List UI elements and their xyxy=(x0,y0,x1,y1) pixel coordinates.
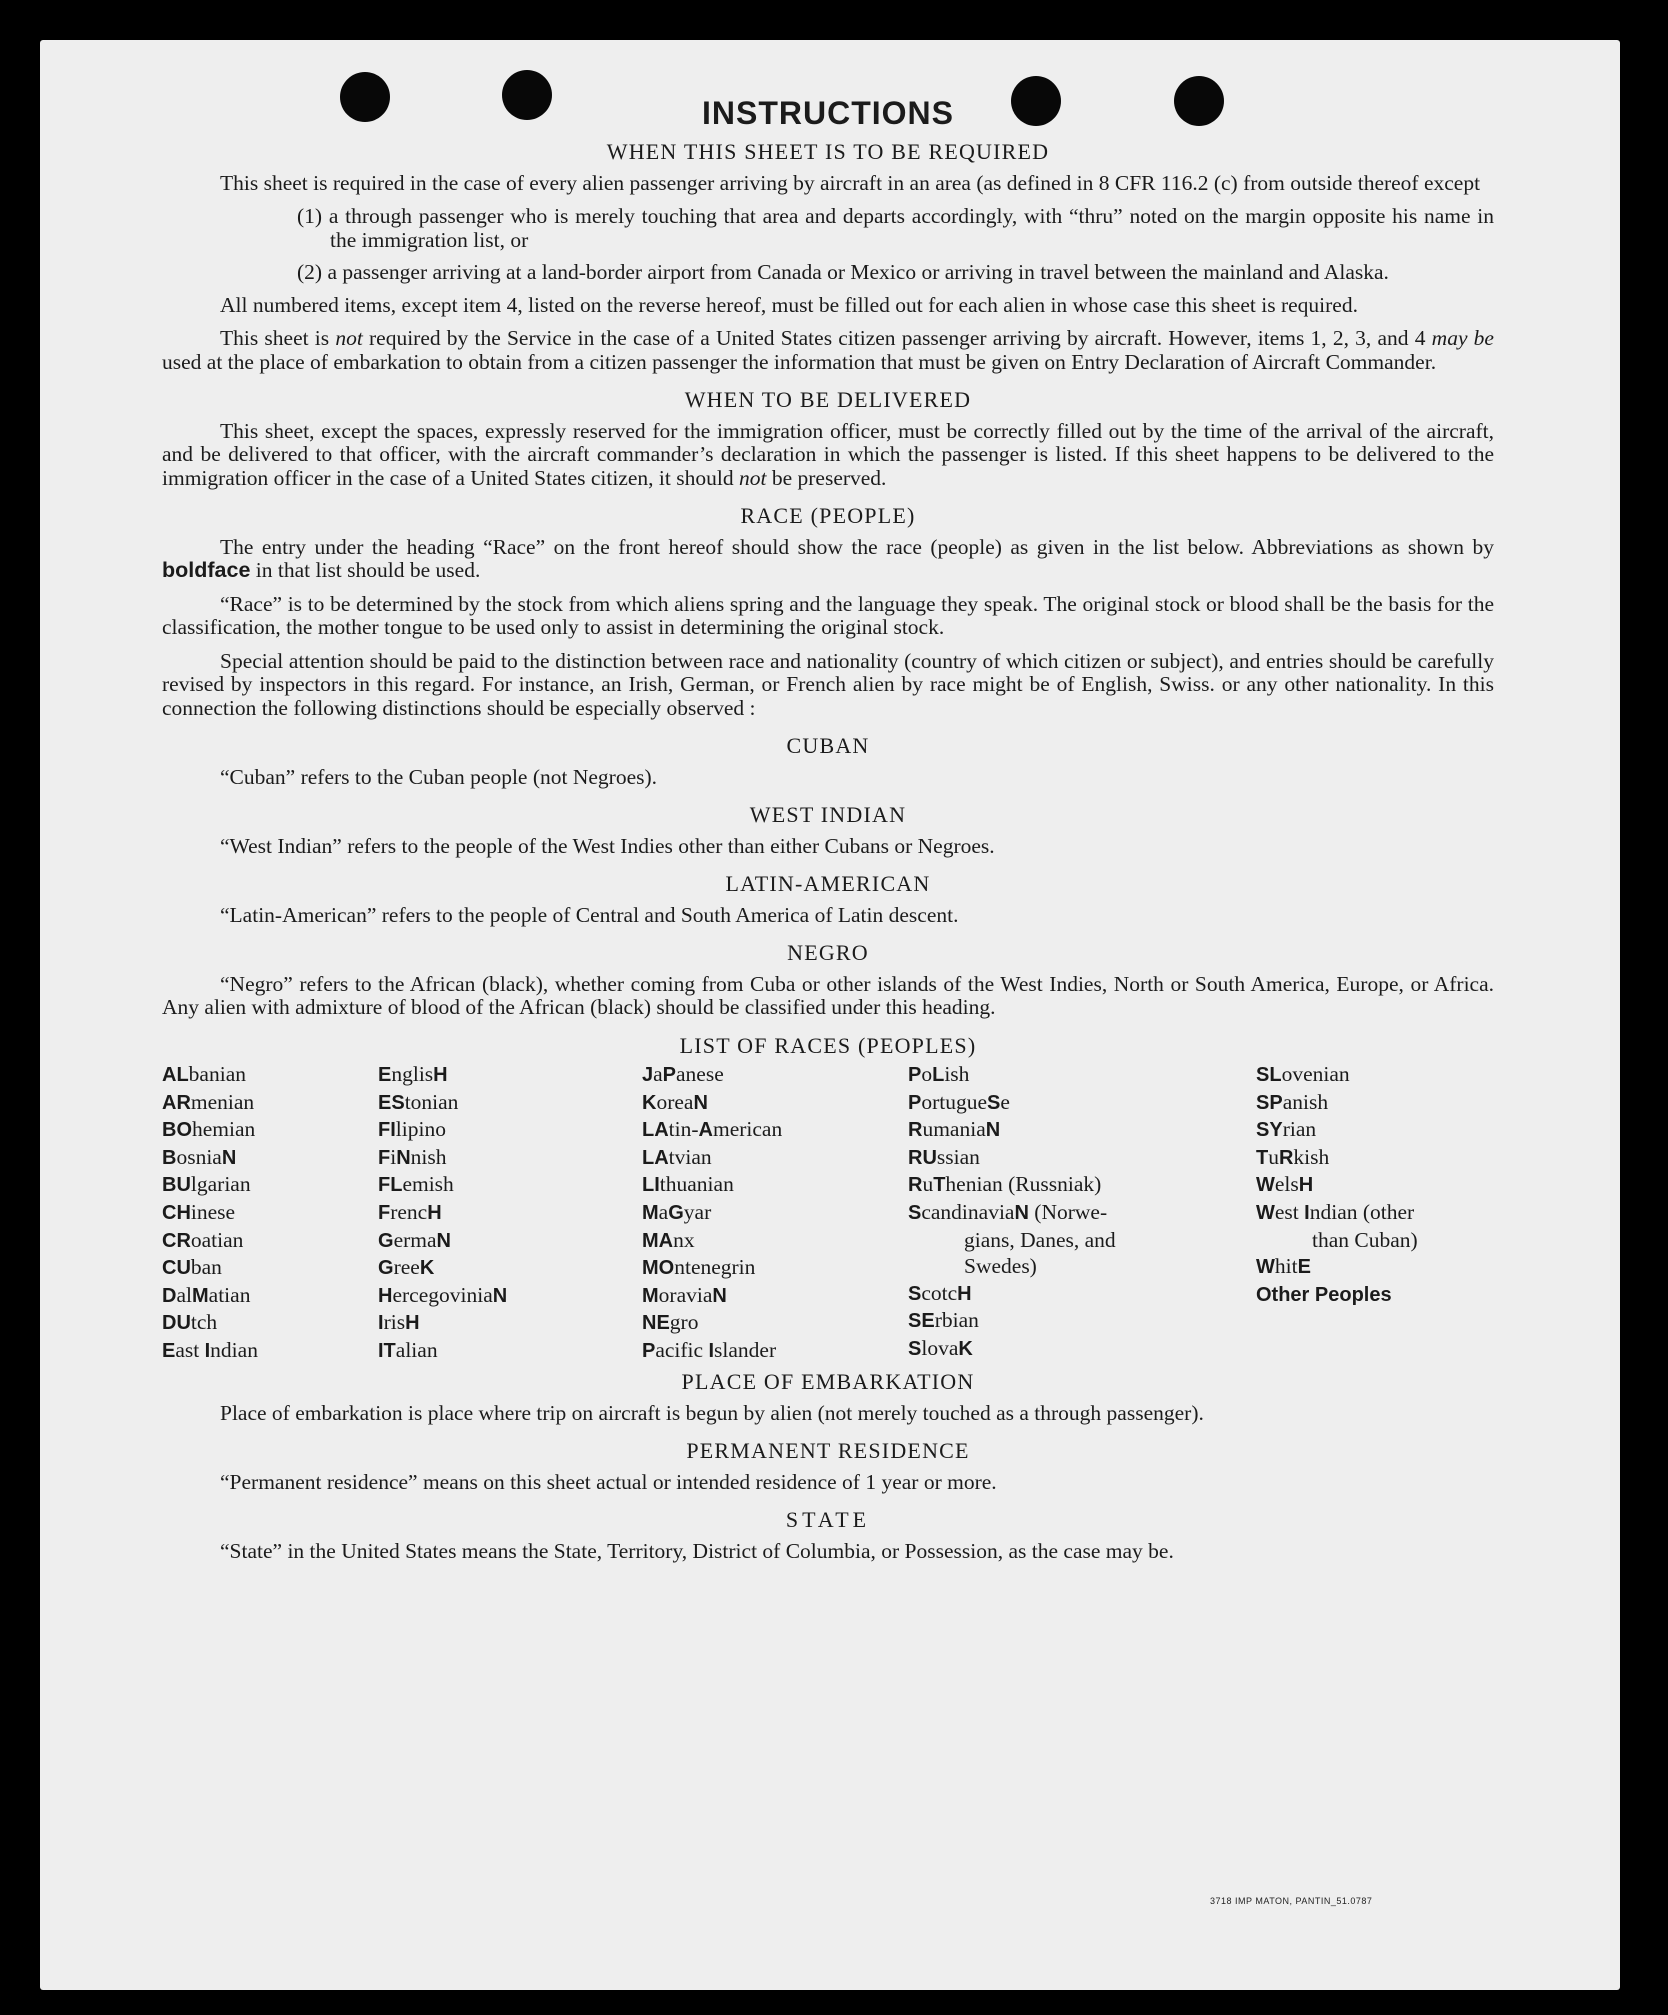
paragraph: This sheet is not required by the Service in the case of a United States citizen passenger arriving by aircraft. However, items 1, 2, 3, and 4 may be used at the place of embarkation to obtain from a citizen passenger the information that must be given on Entry Declaration of Aircraft Commander. xyxy=(162,326,1494,374)
race-entry: DUtch xyxy=(162,1310,218,1335)
race-entry: CRoatian xyxy=(162,1227,244,1252)
race-entry: Other Peoples xyxy=(1256,1283,1392,1306)
race-entry: West Indian (other xyxy=(1256,1199,1415,1224)
race-entry: East Indian xyxy=(162,1337,258,1362)
race-entry: HercegoviniaN xyxy=(378,1282,508,1307)
list-item: (2) a passenger arriving at a land-border airport from Canada or Mexico or arriving in travel between the mainland and Alaska. xyxy=(297,260,1389,284)
section-heading-west-indian: WEST INDIAN xyxy=(749,802,907,827)
race-entry: RUssian xyxy=(908,1144,980,1169)
race-entry: MoraviaN xyxy=(642,1282,727,1307)
section-heading-state: STATE xyxy=(785,1507,871,1532)
race-entry: FrencH xyxy=(378,1199,442,1224)
race-entry: WhitE xyxy=(1256,1254,1311,1279)
paragraph: “Cuban” refers to the Cuban people (not Negroes). xyxy=(220,764,658,789)
race-entry: BosniaN xyxy=(162,1144,237,1169)
printer-imprint: 3718 IMP MATON, PANTIN_51.0787 xyxy=(1210,1896,1373,1906)
section-heading-negro: NEGRO xyxy=(787,940,869,965)
race-entry: SErbian xyxy=(908,1308,979,1333)
section-heading-cuban: CUBAN xyxy=(786,733,870,758)
race-entry: KoreaN xyxy=(642,1089,708,1114)
race-column xyxy=(642,1061,782,1365)
paragraph: Place of embarkation is place where trip on aircraft is begun by alien (not merely touched as a through passenger). xyxy=(220,1400,1204,1425)
paragraph: “Permanent residence” means on this sheet actual or intended residence of 1 year or more. xyxy=(220,1469,997,1494)
race-entry: ALbanian xyxy=(162,1062,246,1086)
race-entry: SYrian xyxy=(1256,1117,1317,1142)
race-entry: RuThenian (Russniak) xyxy=(908,1172,1102,1197)
race-entry: IrisH xyxy=(378,1310,420,1335)
page-title: INSTRUCTIONS xyxy=(702,95,954,131)
section-heading-residence: PERMANENT RESIDENCE xyxy=(686,1438,970,1463)
race-entry: GreeK xyxy=(378,1255,435,1280)
race-entry: ScandinaviaN (Norwe- xyxy=(908,1199,1108,1224)
paragraph: “Latin-American” refers to the people of Central and South America of Latin descent. xyxy=(220,902,959,927)
race-entry: BOhemian xyxy=(162,1117,256,1142)
section-heading-embarkation: PLACE OF EMBARKATION xyxy=(681,1369,975,1394)
race-entry: gians, Danes, and xyxy=(964,1227,1116,1252)
race-entry: CUban xyxy=(162,1255,222,1280)
race-entry: TuRkish xyxy=(1256,1144,1330,1169)
instructions-body xyxy=(162,96,1494,1573)
races-list xyxy=(162,1061,1494,1362)
race-entry: JaPanese xyxy=(642,1062,724,1086)
paragraph: This sheet, except the spaces, expressly reserved for the immigration officer, must be correctly filled out by the time of the arrival of the aircraft, and be delivered to that officer, with the aircraft commander’s declaration in which the passenger is listed. If this sheet happens to be delivered to the immigration officer in the case of a United States citizen, it should not be preserved. xyxy=(162,418,1494,490)
race-column xyxy=(908,1061,1116,1363)
race-entry: Swedes) xyxy=(964,1254,1037,1279)
list-item: (1) a through passenger who is merely touching that area and departs accordingly, with “thru” noted on the margin opposite his name in the immigration list, or xyxy=(297,204,1494,252)
race-entry: ScotcH xyxy=(908,1280,972,1305)
paragraph: “Negro” refers to the African (black), whether coming from Cuba or other islands of the West Indies, North or South America, Europe, or Africa. Any alien with admixture of blood of the African (black) should be classified under this heading. xyxy=(162,971,1494,1019)
race-entry: RumaniaN xyxy=(908,1117,1001,1142)
race-entry: than Cuban) xyxy=(1312,1227,1418,1252)
race-entry: MAnx xyxy=(642,1227,695,1252)
race-entry: PoLish xyxy=(908,1062,970,1086)
race-column xyxy=(1256,1061,1418,1308)
race-entry: CHinese xyxy=(162,1199,236,1224)
section-heading-races-list: LIST OF RACES (PEOPLES) xyxy=(679,1032,977,1058)
race-entry: EnglisH xyxy=(378,1062,448,1086)
race-column xyxy=(378,1061,507,1365)
race-entry: Pacific Islander xyxy=(642,1337,777,1362)
paragraph: The entry under the heading “Race” on the front hereof should show the race (people) as given in the list below. Abbreviations as shown by boldface in that list should be used. xyxy=(162,534,1494,582)
section-heading-delivered: WHEN TO BE DELIVERED xyxy=(684,387,972,412)
paragraph: This sheet is required in the case of every alien passenger arriving by aircraft in an area (as defined in 8 CFR 116.2 (c) from outside thereof except xyxy=(220,170,1481,195)
race-entry: LIthuanian xyxy=(642,1172,734,1197)
paragraph: “Race” is to be determined by the stock from which aliens spring and the language they speak. The original stock or blood shall be the basis for the classification, the mother tongue to be used only to assist in determining the original stock. xyxy=(162,591,1494,639)
race-entry: BUlgarian xyxy=(162,1172,251,1197)
race-column xyxy=(162,1061,258,1365)
race-entry: ARmenian xyxy=(162,1089,255,1114)
race-entry: FLemish xyxy=(378,1172,454,1197)
race-entry: SLovenian xyxy=(1256,1062,1350,1086)
race-entry: ITalian xyxy=(378,1337,438,1362)
race-entry: SPanish xyxy=(1256,1089,1329,1114)
paragraph: “State” in the United States means the State, Territory, District of Columbia, or Possession, as the case may be. xyxy=(220,1538,1174,1563)
paragraph: All numbered items, except item 4, listed on the reverse hereof, must be filled out for each alien in whose case this sheet is required. xyxy=(220,292,1358,317)
race-entry: LAtvian xyxy=(642,1144,712,1169)
paragraph: Special attention should be paid to the distinction between race and nationality (country of which citizen or subject), and entries should be carefully revised by inspectors in this regard. For instance, an Irish, German, or French alien by race might be of English, Swiss. or any other nationality. In this connection the following distinctions should be especially observed : xyxy=(162,648,1494,720)
race-entry: FIlipino xyxy=(378,1117,446,1142)
race-entry: GermaN xyxy=(378,1227,451,1252)
section-heading-latin-american: LATIN-AMERICAN xyxy=(725,871,931,896)
paragraph: “West Indian” refers to the people of the West Indies other than either Cubans or Negroes. xyxy=(220,833,995,858)
race-entry: MaGyar xyxy=(642,1199,712,1224)
race-entry: FiNnish xyxy=(378,1144,447,1169)
race-entry: EStonian xyxy=(378,1089,459,1114)
section-heading-race: RACE (PEOPLE) xyxy=(740,503,916,528)
race-entry: DalMatian xyxy=(162,1282,251,1307)
race-entry: SlovaK xyxy=(908,1335,973,1360)
section-heading-required: WHEN THIS SHEET IS TO BE REQUIRED xyxy=(606,139,1050,164)
race-entry: LAtin-American xyxy=(642,1117,783,1142)
race-entry: MOntenegrin xyxy=(642,1255,756,1280)
race-entry: PortugueSe xyxy=(908,1089,1010,1114)
race-entry: WelsH xyxy=(1256,1172,1314,1197)
race-entry: NEgro xyxy=(642,1310,699,1335)
